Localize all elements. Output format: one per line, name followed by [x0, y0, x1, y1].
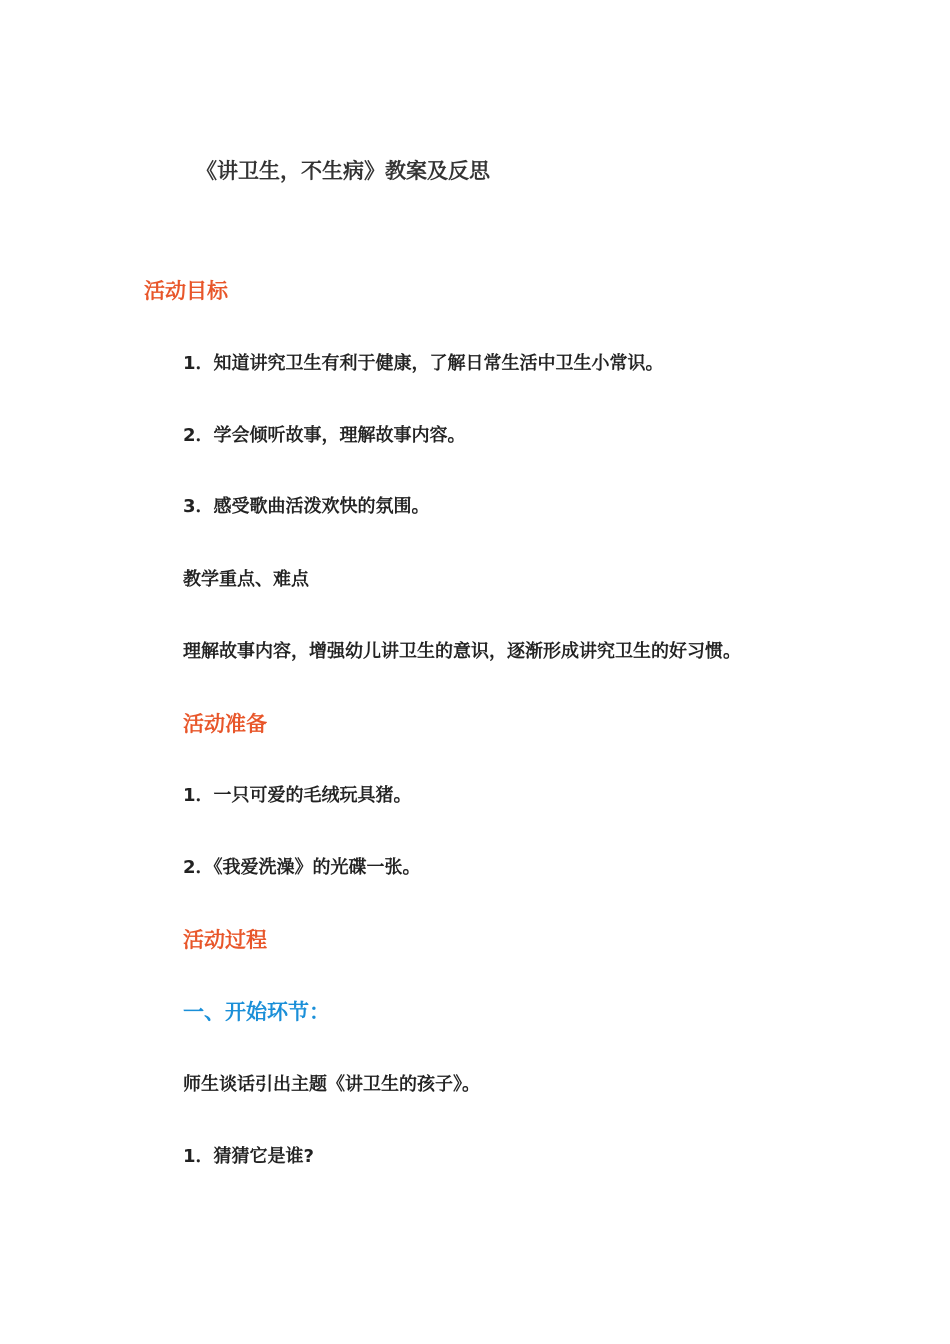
prep-item: 1．一只可爱的毛绒玩具猪。	[183, 785, 412, 806]
goal-item: 1．知道讲究卫生有利于健康，了解日常生活中卫生小常识。	[183, 353, 664, 374]
goal-item: 3．感受歌曲活泼欢快的氛围。	[183, 496, 430, 517]
prep-item: 2．《我爱洗澡》的光碟一张。	[183, 857, 421, 878]
section-heading-prep: 活动准备	[183, 712, 267, 736]
step1-intro: 师生谈话引出主题《讲卫生的孩子》。	[183, 1074, 480, 1095]
document-title: 《讲卫生，不生病》教案及反思	[196, 159, 490, 183]
key-points-text: 理解故事内容，增强幼儿讲卫生的意识，逐渐形成讲究卫生的好习惯。	[183, 641, 741, 662]
goal-item: 2．学会倾听故事，理解故事内容。	[183, 425, 466, 446]
step1-item: 1．猜猜它是谁?	[183, 1146, 314, 1167]
key-points-heading: 教学重点、难点	[183, 569, 309, 590]
section-heading-goals: 活动目标	[144, 279, 228, 303]
step1-heading: 一、开始环节：	[183, 1000, 330, 1024]
section-heading-process: 活动过程	[183, 928, 267, 952]
